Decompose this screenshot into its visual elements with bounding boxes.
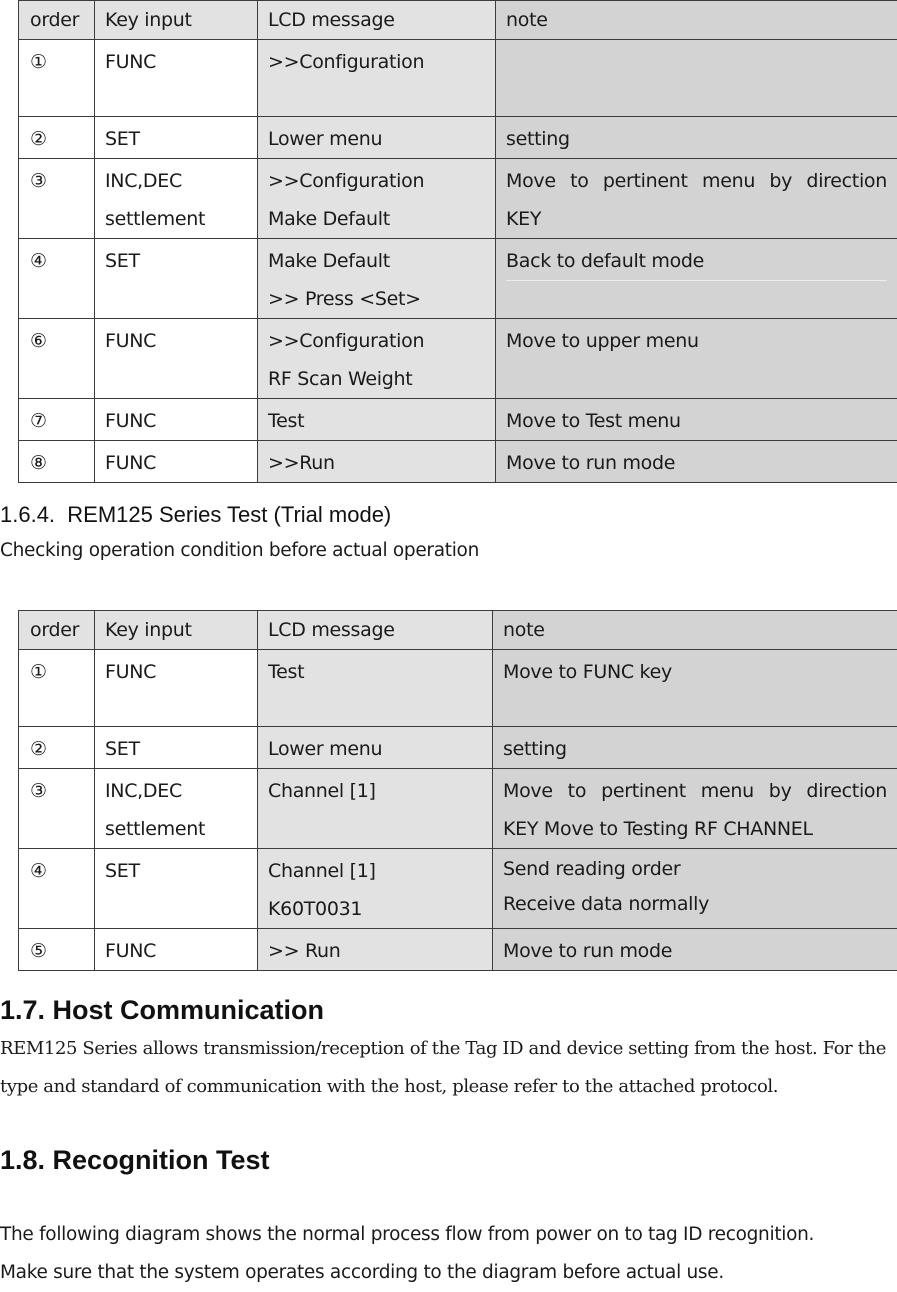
- header-note: note: [493, 611, 897, 650]
- note-line: KEY: [506, 200, 887, 238]
- table-row: [19, 319, 897, 399]
- key-cell: [95, 769, 258, 849]
- lcd-cell: Test: [258, 650, 493, 727]
- key-line: settlement: [105, 810, 247, 848]
- key-cell: FUNC: [95, 40, 258, 117]
- header-order: order: [19, 1, 95, 40]
- lcd-cell: >> Run: [258, 929, 493, 971]
- table-row: [19, 117, 897, 159]
- table-row: [19, 849, 897, 929]
- header-key-input: Key input: [95, 611, 258, 650]
- order-cell: ③: [19, 159, 95, 239]
- test-table: [18, 610, 897, 971]
- key-line: INC,DEC: [105, 162, 247, 200]
- lcd-cell: [258, 239, 496, 319]
- note-cell: setting: [493, 727, 897, 769]
- lcd-cell: >>Run: [258, 441, 496, 483]
- table-row: [19, 929, 897, 971]
- order-cell: ②: [19, 727, 95, 769]
- note-cell: [496, 159, 897, 239]
- key-cell: FUNC: [95, 399, 258, 441]
- order-cell: ④: [19, 239, 95, 319]
- note-cell: Move to run mode: [496, 441, 897, 483]
- order-cell: ⑥: [19, 319, 95, 399]
- key-cell: SET: [95, 727, 258, 769]
- header-order: order: [19, 611, 95, 650]
- lcd-cell: Test: [258, 399, 496, 441]
- section-subtitle: Checking operation condition before actual operation: [0, 540, 479, 561]
- lcd-line: >> Press <Set>: [268, 280, 485, 318]
- note-cell: setting: [496, 117, 897, 159]
- note-line: Receive data normally: [503, 887, 887, 922]
- table-row: [19, 40, 897, 117]
- note-cell: [493, 849, 897, 929]
- key-cell: SET: [95, 849, 258, 929]
- order-cell: ③: [19, 769, 95, 849]
- table-row: [19, 441, 897, 483]
- note-cell: [496, 40, 897, 117]
- lcd-line: RF Scan Weight: [268, 360, 485, 398]
- section-heading-1-8: 1.8. Recognition Test: [0, 1145, 270, 1176]
- key-cell: SET: [95, 117, 258, 159]
- note-cell: Move to run mode: [493, 929, 897, 971]
- note-cell: Move to upper menu: [496, 319, 897, 399]
- header-key-input: Key input: [95, 1, 258, 40]
- table-row: [19, 159, 897, 239]
- order-cell: ①: [19, 40, 95, 117]
- note-cell: [493, 769, 897, 849]
- note-cell: [496, 239, 897, 319]
- lcd-cell: Lower menu: [258, 727, 493, 769]
- recognition-paragraph-line-2: Make sure that the system operates according to the diagram before actual use.: [0, 1254, 897, 1292]
- lcd-line: Make Default: [268, 200, 485, 238]
- host-communication-paragraph: REM125 Series allows transmission/reception of the Tag ID and device setting from the host. For the type and standard of communication with the host, please refer to the attached protocol.: [0, 1030, 886, 1106]
- config-table: [18, 0, 897, 483]
- table-row: [19, 769, 897, 849]
- lcd-cell: >>Configuration: [258, 40, 496, 117]
- header-note: note: [496, 1, 897, 40]
- key-line: INC,DEC: [105, 772, 247, 810]
- table-row: [19, 727, 897, 769]
- header-lcd-message: LCD message: [258, 1, 496, 40]
- key-line: settlement: [105, 200, 247, 238]
- note-line: Send reading order: [503, 852, 887, 887]
- key-cell: FUNC: [95, 441, 258, 483]
- order-cell: ⑧: [19, 441, 95, 483]
- table-row: [19, 239, 897, 319]
- header-lcd-message: LCD message: [258, 611, 493, 650]
- table-row: [19, 399, 897, 441]
- lcd-line: >>Configuration: [268, 162, 485, 200]
- lcd-line: Make Default: [268, 242, 485, 280]
- order-cell: ⑦: [19, 399, 95, 441]
- table-header-row: [19, 611, 897, 650]
- lcd-cell: [258, 849, 493, 929]
- note-line: Move to pertinent menu by direction: [506, 162, 887, 200]
- note-line: Back to default mode: [506, 242, 887, 281]
- table-header-row: [19, 1, 897, 40]
- order-cell: ④: [19, 849, 95, 929]
- lcd-line: >>Configuration: [268, 322, 485, 360]
- order-cell: ②: [19, 117, 95, 159]
- lcd-cell: Lower menu: [258, 117, 496, 159]
- key-cell: FUNC: [95, 319, 258, 399]
- section-heading-1-6-4: 1.6.4. REM125 Series Test (Trial mode): [0, 502, 391, 528]
- note-line: Move to pertinent menu by direction: [503, 772, 887, 810]
- table-row: [19, 650, 897, 727]
- key-cell: FUNC: [95, 650, 258, 727]
- lcd-cell: Channel [1]: [258, 769, 493, 849]
- key-cell: FUNC: [95, 929, 258, 971]
- lcd-line: K60T0031: [268, 890, 482, 928]
- lcd-cell: [258, 319, 496, 399]
- key-cell: [95, 159, 258, 239]
- order-cell: ①: [19, 650, 95, 727]
- order-cell: ⑤: [19, 929, 95, 971]
- recognition-paragraph-line-1: The following diagram shows the normal process flow from power on to tag ID recognition.: [0, 1216, 897, 1254]
- lcd-line: Channel [1]: [268, 852, 482, 890]
- section-heading-1-7: 1.7. Host Communication: [0, 995, 324, 1026]
- lcd-cell: [258, 159, 496, 239]
- key-cell: SET: [95, 239, 258, 319]
- note-line: KEY Move to Testing RF CHANNEL: [503, 810, 887, 848]
- note-cell: Move to Test menu: [496, 399, 897, 441]
- note-cell: Move to FUNC key: [493, 650, 897, 727]
